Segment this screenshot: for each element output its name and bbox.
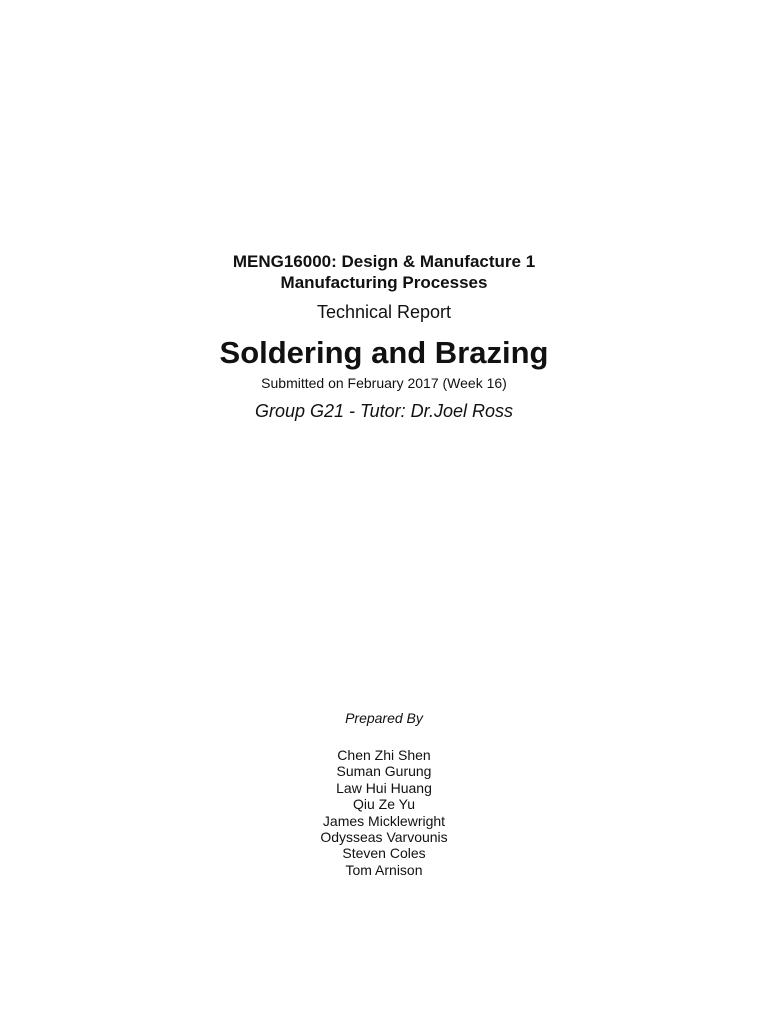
author-name: James Micklewright xyxy=(322,812,446,829)
author-name: Chen Zhi Shen xyxy=(337,747,431,763)
course-topic-heading: Manufacturing Processes xyxy=(280,273,488,292)
author-name: Suman Gurung xyxy=(336,763,432,780)
course-code-heading: MENG16000: Design & Manufacture 1 xyxy=(232,252,536,271)
submission-date: Submitted on February 2017 (Week 16) xyxy=(261,375,507,391)
author-list xyxy=(0,747,768,878)
author-name: Law Hui Huang xyxy=(336,779,432,796)
prepared-by-label: Prepared By xyxy=(345,710,423,726)
author-name: Qiu Ze Yu xyxy=(352,796,415,813)
author-name: Odysseas Varvounis xyxy=(320,829,448,846)
group-tutor: Group G21 - Tutor: Dr.Joel Ross xyxy=(254,401,514,421)
report-title: Soldering and Brazing xyxy=(219,335,549,370)
author-name: Tom Arnison xyxy=(345,861,423,878)
report-type: Technical Report xyxy=(316,302,452,322)
author-name: Steven Coles xyxy=(342,845,426,862)
